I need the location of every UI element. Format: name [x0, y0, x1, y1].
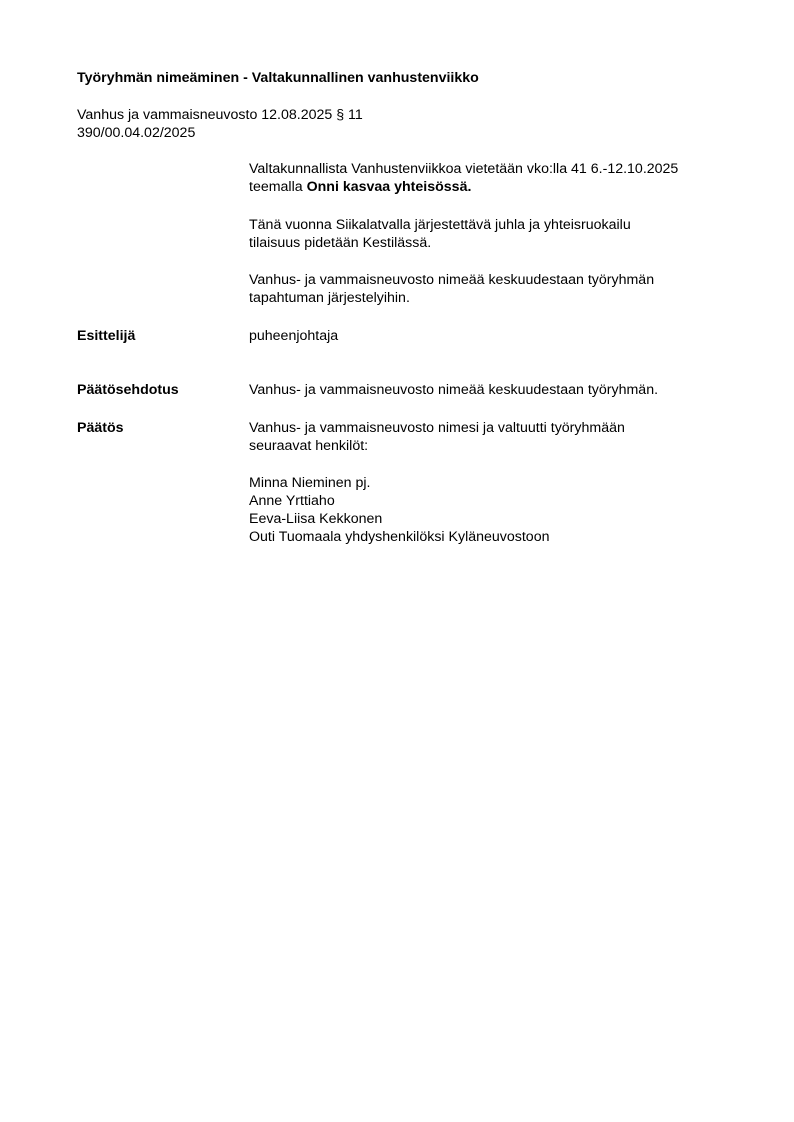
member-item: Anne Yrttiaho	[249, 493, 335, 509]
member-item: Eeva-Liisa Kekkonen	[249, 511, 383, 527]
reference-number: 390/00.04.02/2025	[77, 125, 196, 141]
member-list	[249, 474, 749, 546]
background-paragraph-1	[249, 160, 749, 196]
background-paragraph-3	[249, 271, 749, 307]
paragraph-line: tilaisuus pidetään Kestilässä.	[249, 235, 432, 251]
paragraph-line: seuraavat henkilöt:	[249, 438, 369, 454]
proposal-value: Vanhus- ja vammaisneuvosto nimeää keskuudestaan työryhmän.	[249, 382, 659, 398]
paragraph-line: Vanhus- ja vammaisneuvosto nimesi ja valtuutti työryhmään	[249, 420, 625, 436]
presenter-label: Esittelijä	[77, 328, 136, 344]
decision-label: Päätös	[77, 420, 124, 436]
document-title: Työryhmän nimeäminen - Valtakunnallinen vanhustenviikko	[77, 70, 479, 86]
paragraph-line: Vanhus- ja vammaisneuvosto nimeää keskuudestaan työryhmän	[249, 272, 655, 288]
theme-text: Onni kasvaa yhteisössä.	[306, 179, 472, 195]
meeting-info	[77, 106, 363, 142]
member-item: Minna Nieminen pj.	[249, 475, 371, 491]
presenter-value: puheenjohtaja	[249, 328, 339, 344]
meeting-line: Vanhus ja vammaisneuvosto 12.08.2025 § 11	[77, 107, 363, 123]
proposal-label: Päätösehdotus	[77, 382, 179, 398]
paragraph-line: Tänä vuonna Siikalatvalla järjestettävä juhla ja yhteisruokailu	[249, 217, 631, 233]
background-paragraph-2	[249, 216, 749, 252]
member-item: Outi Tuomaala yhdyshenkilöksi Kyläneuvostoon	[249, 529, 550, 545]
paragraph-line	[249, 178, 749, 196]
theme-prefix: teemalla	[249, 179, 307, 195]
paragraph-line: tapahtuman järjestelyihin.	[249, 290, 410, 306]
paragraph-line: Valtakunnallista Vanhustenviikkoa vietetään vko:lla 41 6.-12.10.2025	[249, 161, 679, 177]
decision-text	[249, 419, 749, 455]
